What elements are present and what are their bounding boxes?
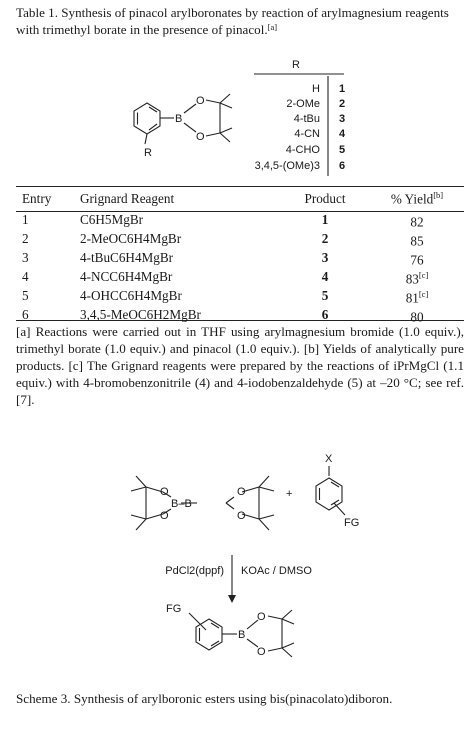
product-cell: 3 [321,250,329,266]
oxygen-label: O [237,486,246,498]
fg-reactant-label: FG [344,517,360,529]
bispinacolatodiboron-structure [131,476,274,530]
oxygen-label: O [257,611,266,623]
header-reagent: Grignard Reagent [80,190,175,206]
entry-cell: 1 [22,212,29,228]
reagent-cell: 3,4,5-MeOC6H2MgBr [80,307,201,323]
entry-cell: 4 [22,269,29,285]
product-cell: 4 [321,269,329,285]
reagent-cell: 4-OHCC6H4MgBr [80,288,182,304]
product-cell: 6 [321,307,329,323]
substituent-num: 5 [339,144,346,156]
ring-r-label: R [144,147,152,159]
table-row [16,287,464,306]
header-entry: Entry [22,190,52,206]
aryl-boronate-structure [134,94,232,144]
yield-cell: 80 [410,309,424,325]
aryl-halide-structure [316,466,345,515]
table-row [16,211,464,230]
boron-product-label: B [238,629,246,641]
yield-cell: 85 [410,233,424,249]
table-row [16,230,464,249]
plus-sign: + [286,488,293,500]
table-row [16,268,464,287]
substituent-r: 4-CHO [285,144,320,156]
boron-label: B [175,113,183,125]
table-row [16,249,464,268]
table-footnotes: [a] Reactions were carried out in THF using arylmagnesium bromide (1.0 equiv.), trimethyl borate (1.0 equiv.) and pinacol (1.0 equiv.). [b] Yields of analytically pure products. [c] The Grignard reagents were prepared by the reactions of iPrMgCl (1.1 equiv.) with 4-bromobenzonitrile (4) and 4-iodobenzaldehyde (5) at –20 °C; see ref.[7]. [16,324,464,407]
substituent-num: 2 [339,98,346,110]
yield-cell: 76 [410,252,424,268]
fg-product-label: FG [166,603,182,615]
oxygen-label: O [237,510,246,522]
substituent-r: 3,4,5-(OMe)3 [254,160,320,172]
header-yield: % Yield[b] [390,189,444,207]
oxygen-label: O [160,486,169,498]
catalyst-label: PdCl2(dppf) [165,565,224,577]
oxygen-label: O [160,510,169,522]
scheme-caption: Scheme 3. Synthesis of arylboronic esters using bis(pinacolato)diboron. [16,691,393,706]
yield-cell: 83[c] [405,269,429,287]
oxygen-top-label: O [196,95,205,107]
reagent-cell: C6H5MgBr [80,212,144,228]
substituent-r: 2-OMe [286,98,320,110]
table-top-rule [16,186,464,187]
product-cell: 1 [321,212,329,228]
entry-cell: 6 [22,307,29,323]
substituent-num: 1 [339,83,346,95]
entry-cell: 5 [22,288,29,304]
substituent-r: H [312,83,320,95]
yield-cell: 81[c] [405,288,429,306]
entry-cell: 3 [22,250,29,266]
header-product: Product [304,190,346,206]
yield-cell: 82 [410,214,424,230]
substituent-num: 6 [339,160,346,172]
substituent-num: 4 [339,128,346,140]
substituent-r: 4-CN [294,128,320,140]
substituent-num: 3 [339,113,346,125]
product-cell: 5 [321,288,329,304]
b-b-label: B–B [171,498,192,510]
entry-cell: 2 [22,231,29,247]
table-caption: Table 1. Synthesis of pinacol arylboronates by reaction of arylmagnesium reagents with trimethyl borate in the presence of pinacol.[a] [16,5,449,37]
reagent-cell: 4-NCC6H4MgBr [80,269,173,285]
reagent-cell: 2-MeOC6H4MgBr [80,231,182,247]
caption-footnote-ref: [a] [267,22,278,32]
product-cell: 2 [321,231,329,247]
results-table [16,188,464,325]
x-label: X [325,453,333,465]
reagent-cell: 4-tBuC6H4MgBr [80,250,174,266]
substituent-r: 4-tBu [293,113,320,125]
conditions-label: KOAc / DMSO [241,565,312,577]
oxygen-bottom-label: O [196,131,205,143]
oxygen-label: O [257,646,266,658]
r-column-header: R [292,59,300,71]
table-header-row [16,188,464,209]
